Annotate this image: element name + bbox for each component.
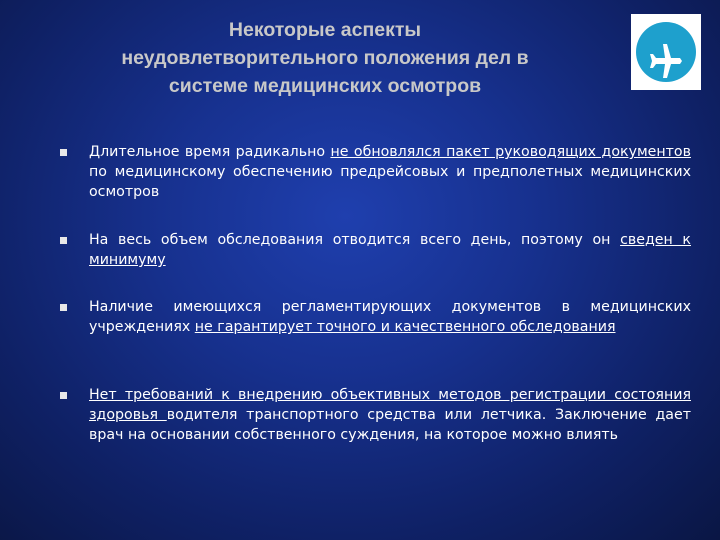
title-line-2: неудовлетворительного положения дел в [121,47,529,69]
bullet-4-part-2: водителя транспортного средства или летчика. Заключение дает врач на основании собственного суждения, на которое можно влиять [89,407,691,443]
bullet-4-part-1: Нет требований к внедрению объективных методов регистрации состояния здоровья [89,387,691,423]
bullet-marker [60,392,67,399]
bullet-3-part-2: не гарантирует точного и качественного обследования [194,319,616,335]
bullet-1-part-1: Длительное время радикально [89,144,331,160]
bullet-item-3 [58,297,691,337]
bullet-3-part-1: Наличие имеющихся регламентирующих документов в медицинских учреждениях [89,299,691,335]
bullet-item-2 [58,230,691,270]
bullet-marker [60,237,67,244]
logo [631,14,701,90]
bullet-marker [60,304,67,311]
airplane-icon [639,22,693,98]
title-line-3: системе медицинских осмотров [168,75,482,97]
bullet-item-1 [58,142,691,202]
slide-title [40,16,610,100]
bullet-1-part-2: не обновлялся пакет руководящих документов [330,144,691,160]
title-line-1: Некоторые аспекты [228,19,422,41]
bullet-marker [60,149,67,156]
bullet-2-part-2: сведен к минимуму [89,232,691,268]
bullet-2-part-1: На весь объем обследования отводится всего день, поэтому он [89,232,621,248]
bullet-item-4 [58,385,691,445]
bullet-1-part-3: по медицинскому обеспечению предрейсовых и предполетных медицинских осмотров [89,164,691,200]
